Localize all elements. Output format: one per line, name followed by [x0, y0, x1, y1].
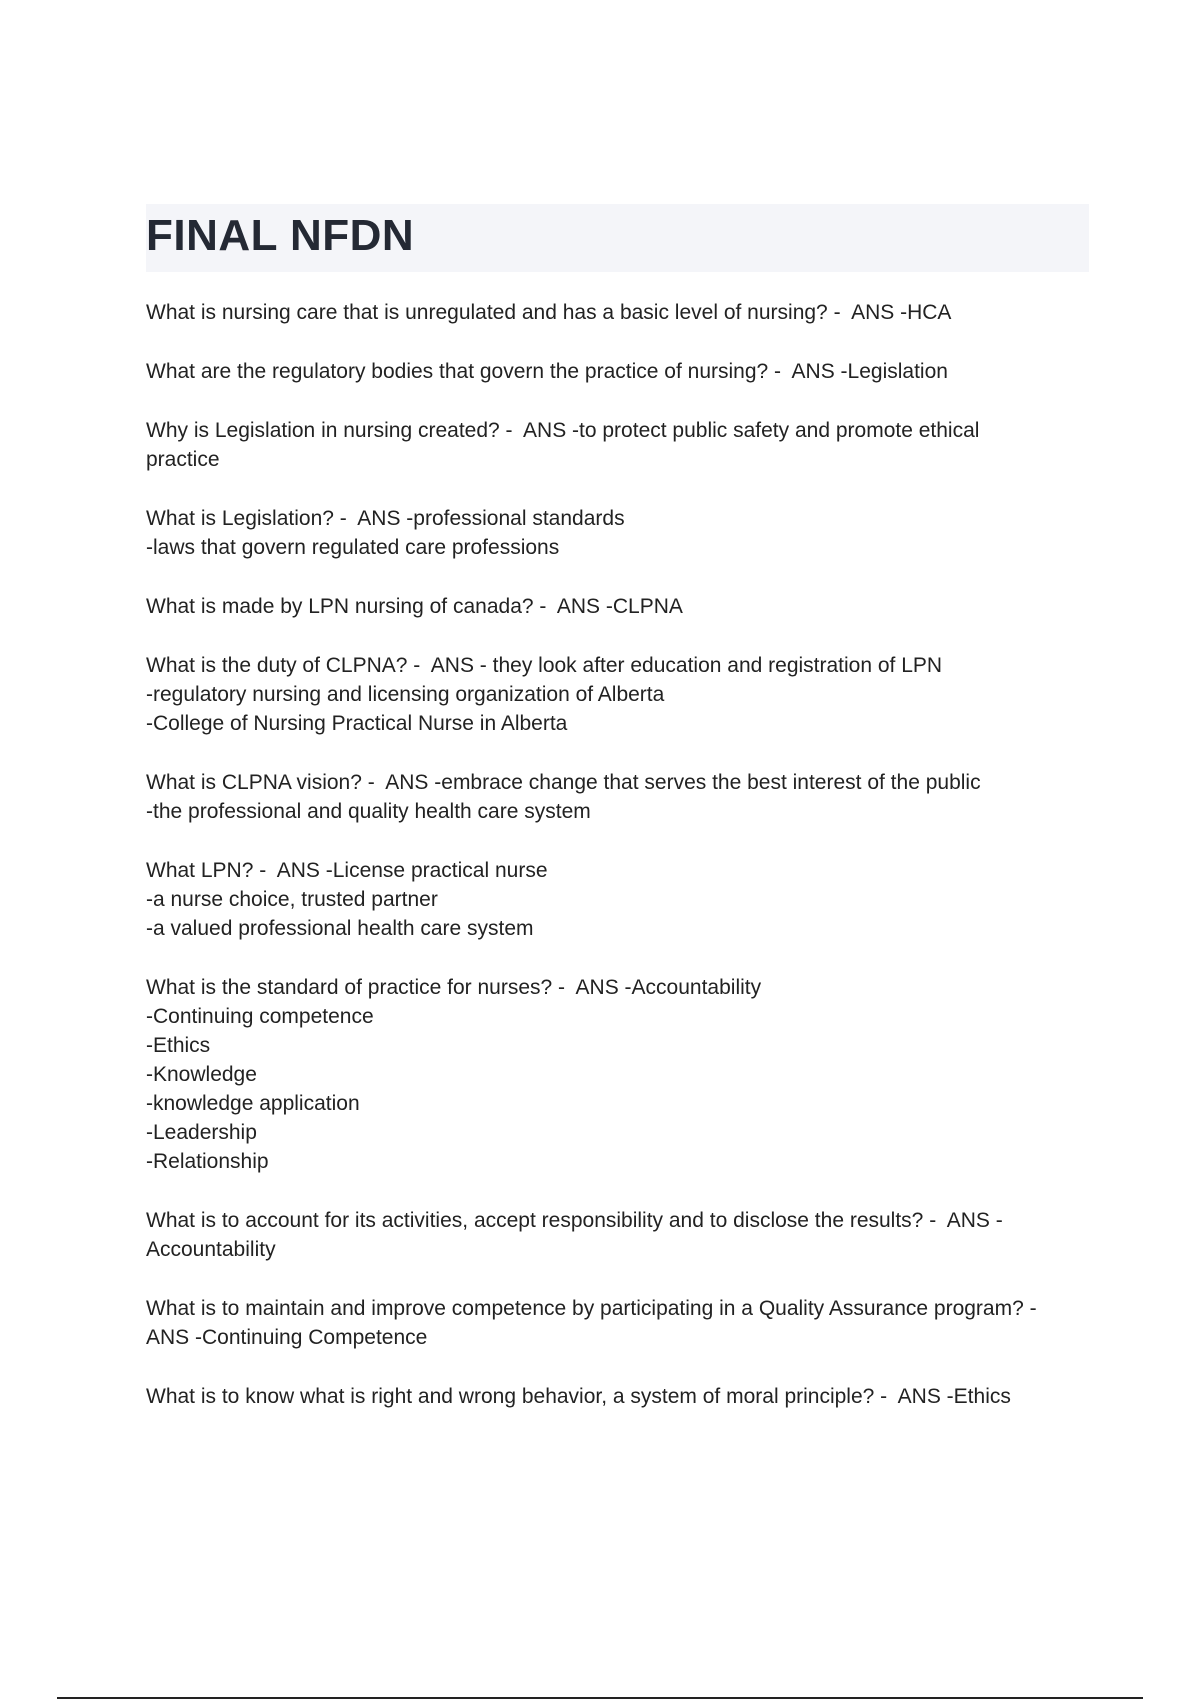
qa-item — [146, 1206, 1096, 1264]
qa-question-line: What is made by LPN nursing of canada? - ANS -CLPNA — [146, 595, 683, 618]
qa-question-line: What is nursing care that is unregulated and has a basic level of nursing? - ANS -HCA — [146, 301, 952, 324]
qa-item — [146, 768, 1096, 826]
qa-answer-line: practice — [146, 448, 220, 471]
qa-item — [146, 298, 1096, 327]
qa-question-line: What is the standard of practice for nurses? - ANS -Accountability — [146, 976, 762, 999]
qa-item — [146, 357, 1096, 386]
qa-answer-line: -regulatory nursing and licensing organization of Alberta — [146, 683, 665, 706]
qa-item — [146, 504, 1096, 562]
qa-question-line: What is to maintain and improve competence by participating in a Quality Assurance program? - — [146, 1297, 1037, 1320]
qa-question-line: What are the regulatory bodies that govern the practice of nursing? - ANS -Legislation — [146, 360, 948, 383]
qa-answer-line: ANS -Continuing Competence — [146, 1326, 428, 1349]
qa-answer-line: -College of Nursing Practical Nurse in Alberta — [146, 712, 568, 735]
qa-item — [146, 856, 1096, 943]
qa-answer-line: -Knowledge — [146, 1063, 257, 1086]
qa-answer-line: -laws that govern regulated care professions — [146, 536, 560, 559]
qa-answer-line: -Leadership — [146, 1121, 257, 1144]
qa-answer-line: -Ethics — [146, 1034, 211, 1057]
qa-item — [146, 1382, 1096, 1411]
qa-answer-line: -the professional and quality health care system — [146, 800, 591, 823]
qa-answer-line: -Continuing competence — [146, 1005, 374, 1028]
qa-answer-line: -Relationship — [146, 1150, 269, 1173]
qa-item — [146, 1294, 1096, 1352]
qa-question-line: What is CLPNA vision? - ANS -embrace change that serves the best interest of the public — [146, 771, 981, 794]
qa-answer-line: -a nurse choice, trusted partner — [146, 888, 438, 911]
qa-item — [146, 973, 1096, 1176]
qa-question-line: What is Legislation? - ANS -professional standards — [146, 507, 625, 530]
page-title: FINAL NFDN — [146, 211, 415, 260]
qa-question-line: Why is Legislation in nursing created? - ANS -to protect public safety and promote ethical — [146, 419, 980, 442]
qa-question-line: What LPN? - ANS -License practical nurse — [146, 859, 548, 882]
qa-list — [146, 298, 1096, 1441]
qa-answer-line: -knowledge application — [146, 1092, 360, 1115]
qa-answer-line: Accountability — [146, 1238, 276, 1261]
qa-item — [146, 651, 1096, 738]
qa-item — [146, 416, 1096, 474]
qa-question-line: What is to know what is right and wrong behavior, a system of moral principle? - ANS -Ethics — [146, 1385, 1011, 1408]
qa-question-line: What is to account for its activities, accept responsibility and to disclose the results? - ANS - — [146, 1209, 1003, 1232]
title-banner — [146, 204, 1089, 272]
qa-question-line: What is the duty of CLPNA? - ANS - they look after education and registration of LPN — [146, 654, 943, 677]
qa-item — [146, 592, 1096, 621]
qa-answer-line: -a valued professional health care system — [146, 917, 534, 940]
footer-divider — [57, 1697, 1143, 1699]
